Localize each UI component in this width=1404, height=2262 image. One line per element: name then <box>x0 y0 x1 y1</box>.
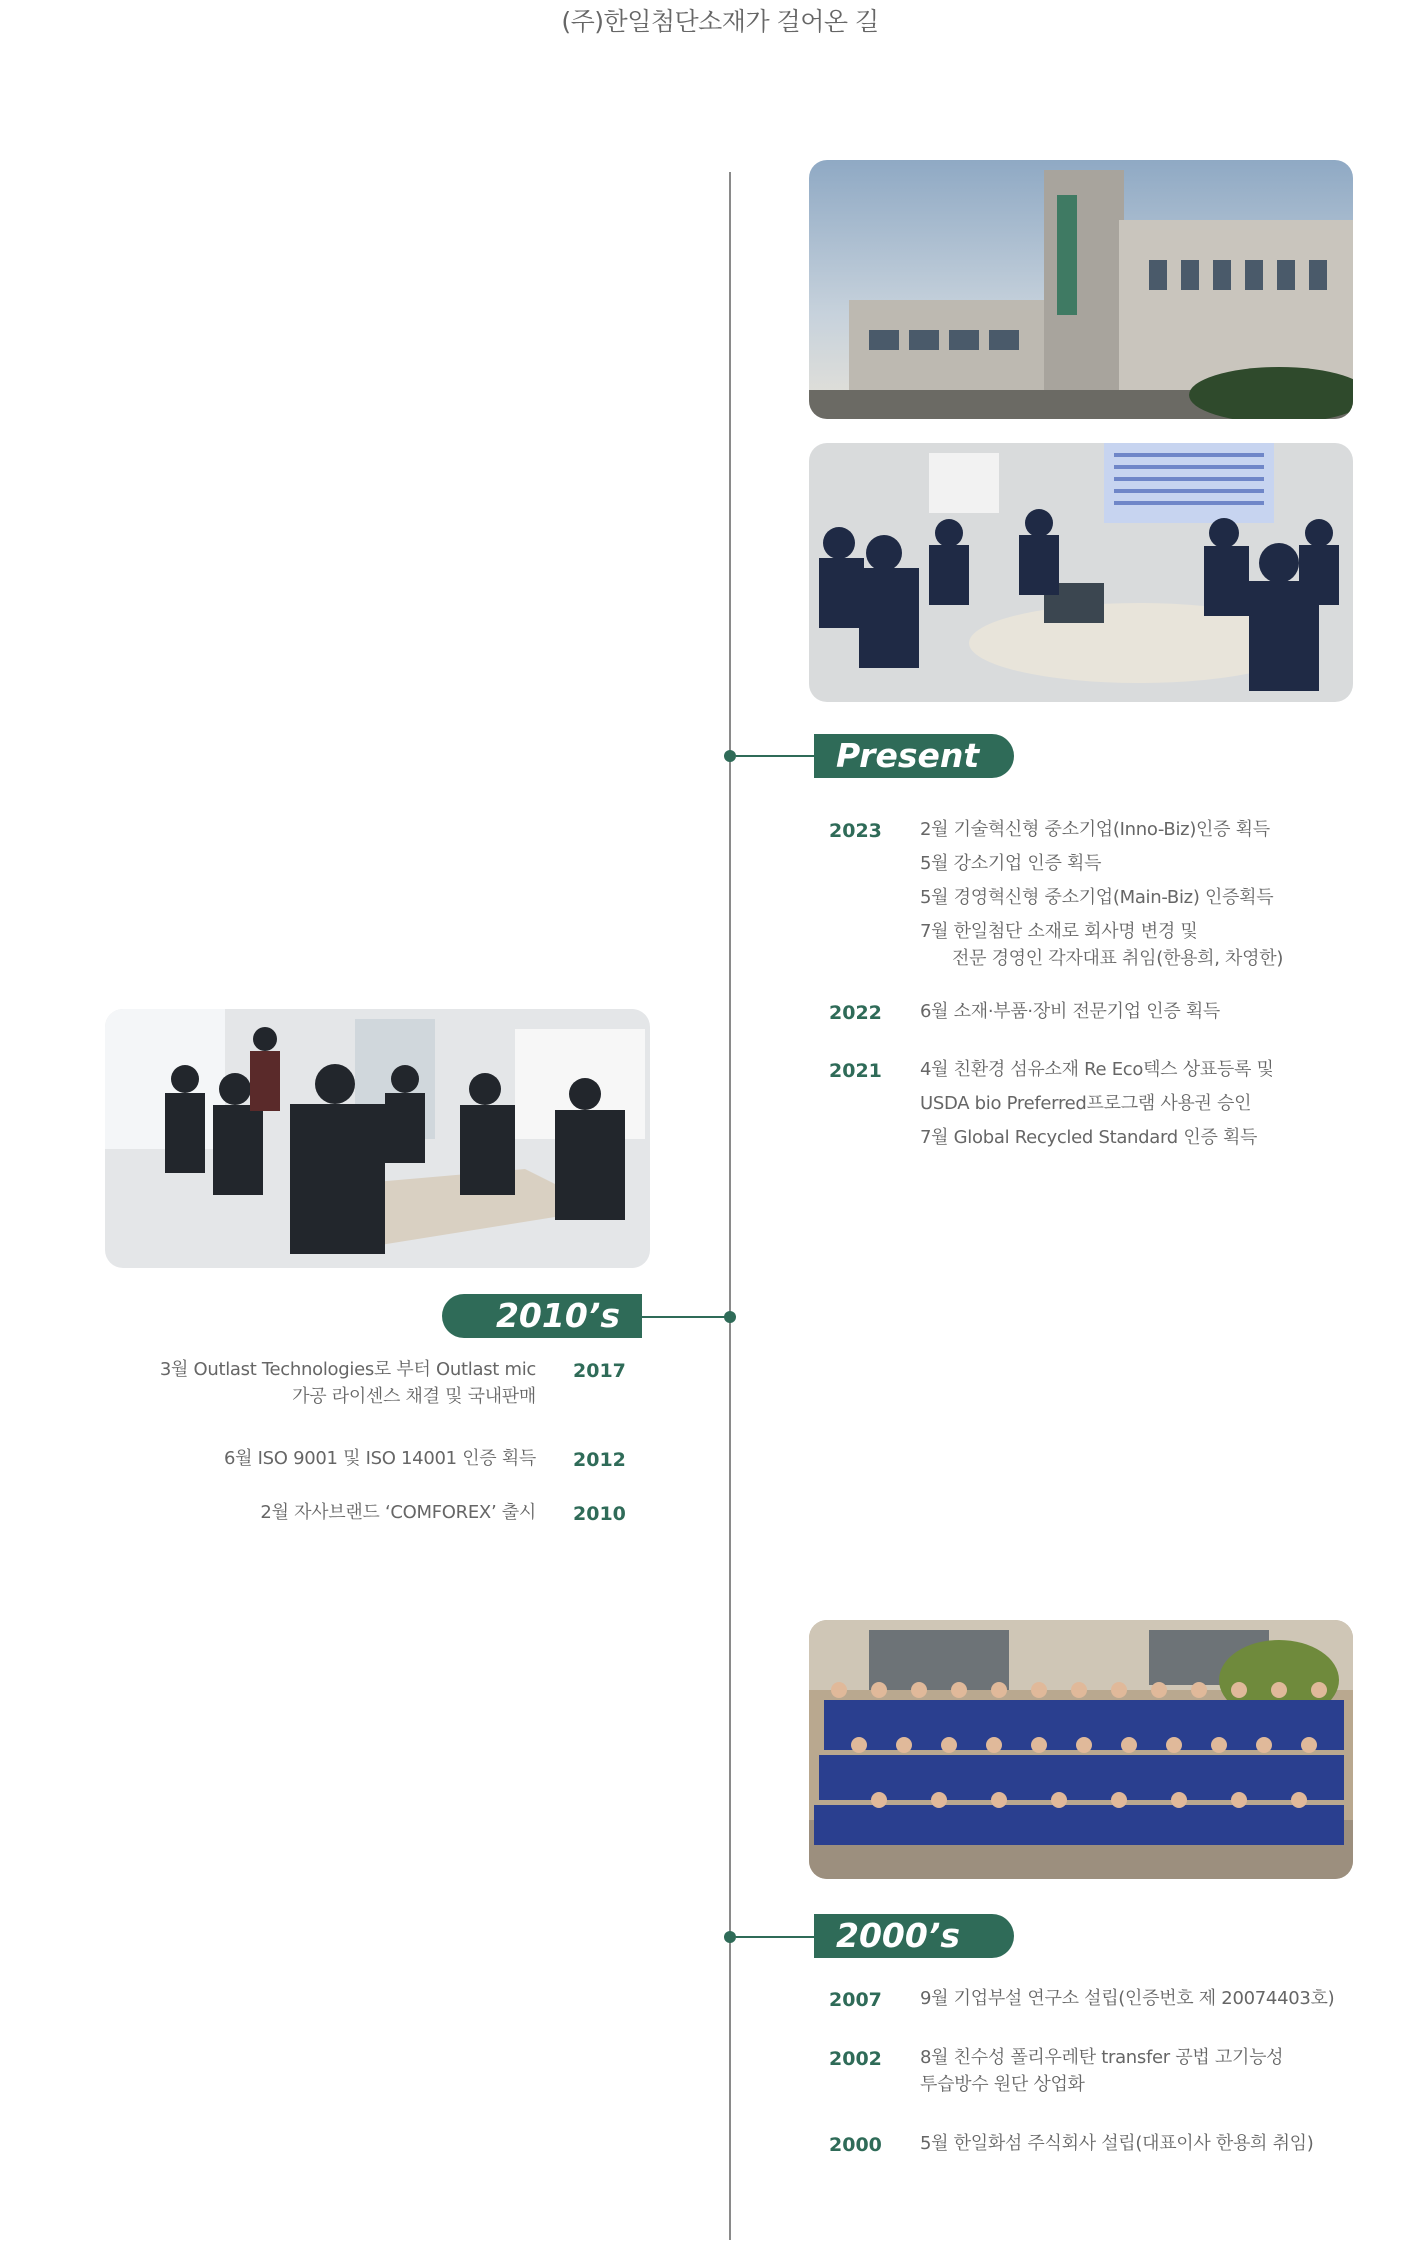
event-2017-1: 3월 Outlast Technologies로 부터 Outlast mic <box>159 1359 536 1380</box>
dot-2010s <box>724 1311 736 1323</box>
event-2023-1: 2월 기술혁신형 중소기업(Inno-Biz)인증 획득 <box>920 819 1270 840</box>
year-2010: 2010 <box>573 1503 626 1525</box>
event-2007-1: 9월 기업부설 연구소 설립(인증번호 제 20074403호) <box>920 1988 1335 2009</box>
photo-meeting-room <box>809 443 1353 702</box>
era-label-2010s: 2010’s <box>442 1294 642 1338</box>
event-2021-3: 7월 Global Recycled Standard 인증 획득 <box>920 1127 1258 1148</box>
events-2021 <box>920 1056 1274 1151</box>
event-2017-2: 가공 라이센스 채결 및 국내판매 <box>292 1386 536 1407</box>
photo-company-building <box>809 160 1353 419</box>
event-2023-3: 5월 경영혁신형 중소기업(Main-Biz) 인증획득 <box>920 887 1274 908</box>
photo-group <box>809 1620 1353 1879</box>
events-2022 <box>920 998 1220 1025</box>
page-title: (주)한일첨단소재가 걸어온 길 <box>561 7 879 36</box>
event-2000-1: 5월 한일화섬 주식회사 설립(대표이사 한용희 취임) <box>920 2133 1314 2154</box>
connector-present <box>736 755 816 757</box>
event-2022-1: 6월 소재·부품·장비 전문기업 인증 획득 <box>920 1001 1221 1022</box>
event-2023-2: 5월 강소기업 인증 획득 <box>920 853 1102 874</box>
era-label-2000s: 2000’s <box>814 1914 1014 1958</box>
events-2007 <box>920 1985 1334 2012</box>
connector-2000s <box>736 1936 816 1938</box>
event-2012-1: 6월 ISO 9001 및 ISO 14001 인증 획득 <box>223 1448 536 1469</box>
events-2010 <box>260 1499 536 1526</box>
events-2017 <box>160 1356 536 1410</box>
event-2010-1: 2월 자사브랜드 ‘COMFOREX’ 출시 <box>260 1502 536 1523</box>
events-2000 <box>920 2130 1313 2157</box>
photo-meeting-table <box>105 1009 650 1268</box>
year-2022: 2022 <box>829 1002 882 1024</box>
year-2007: 2007 <box>829 1989 882 2011</box>
events-2012 <box>224 1445 536 1472</box>
event-2021-1: 4월 친환경 섬유소재 Re Eco텍스 상표등록 및 <box>920 1059 1274 1080</box>
year-2021: 2021 <box>829 1060 882 1082</box>
event-2002-1: 8월 친수성 폴리우레탄 transfer 공법 고기능성 <box>920 2047 1284 2068</box>
era-label-present: Present <box>814 734 1014 778</box>
connector-2010s <box>640 1316 730 1318</box>
year-2012: 2012 <box>573 1449 626 1471</box>
event-2023-4: 7월 한일첨단 소재로 회사명 변경 및 <box>920 921 1198 942</box>
events-2023 <box>920 816 1283 972</box>
dot-2000s <box>724 1931 736 1943</box>
year-2000: 2000 <box>829 2134 882 2156</box>
year-2023: 2023 <box>829 820 882 842</box>
event-2021-2: USDA bio Preferred프로그램 사용권 승인 <box>920 1093 1252 1114</box>
event-2002-2: 투습방수 원단 상업화 <box>920 2074 1085 2095</box>
events-2002 <box>920 2044 1283 2098</box>
year-2017: 2017 <box>573 1360 626 1382</box>
event-2023-5: 전문 경영인 각자대표 취임(한용희, 차영한) <box>952 948 1284 969</box>
dot-present <box>724 750 736 762</box>
timeline-line <box>729 172 731 2240</box>
year-2002: 2002 <box>829 2048 882 2070</box>
